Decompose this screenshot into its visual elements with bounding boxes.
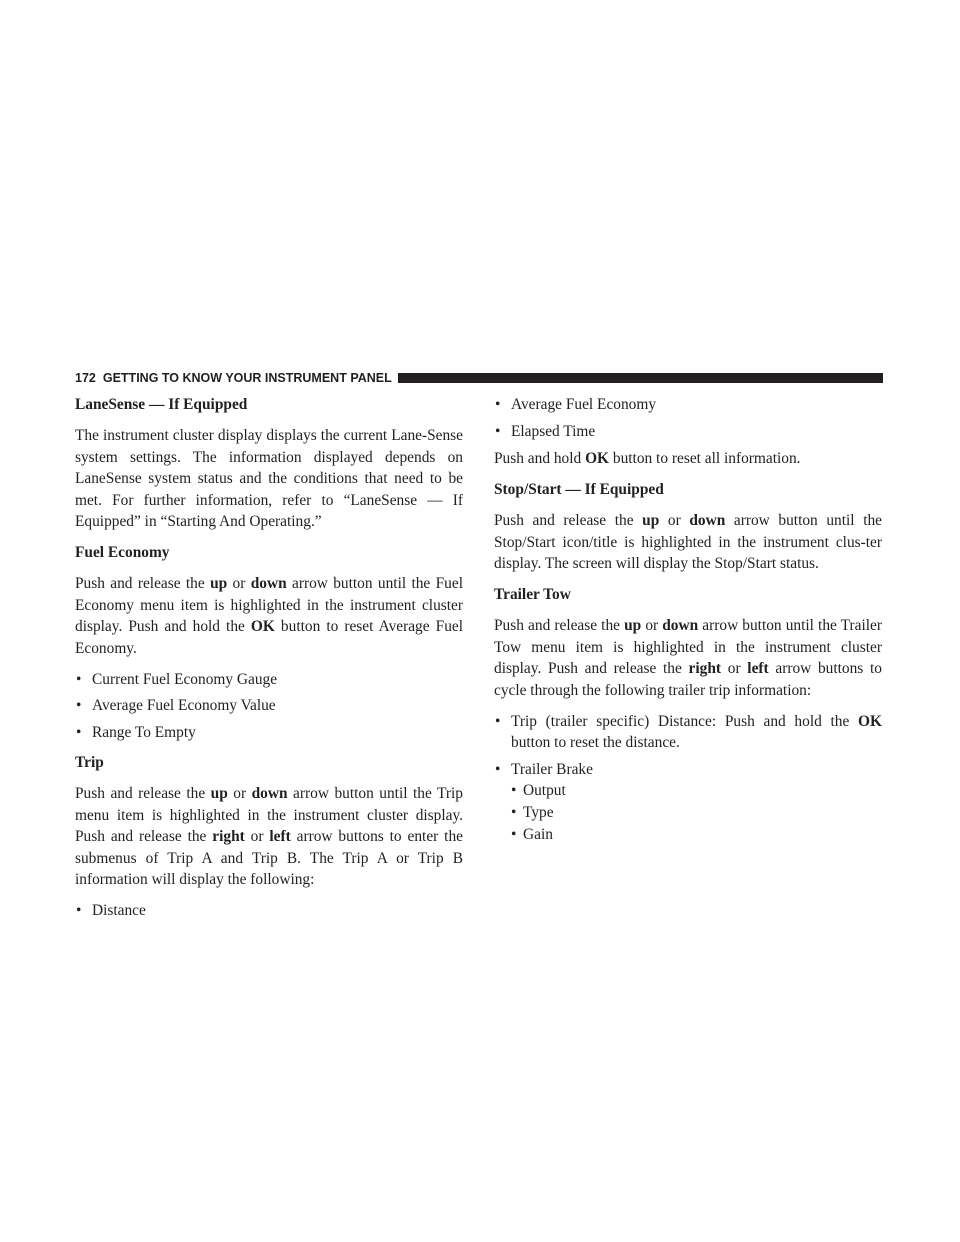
chapter-title: GETTING TO KNOW YOUR INSTRUMENT PANEL: [102, 371, 392, 385]
list-item: • Trip (trailer specific) Distance: Push and hold the OK button to reset the distance.: [495, 712, 882, 751]
trailer-brake-sublist: [511, 780, 882, 846]
header-rule: [398, 373, 883, 383]
fuel-economy-list: [75, 669, 463, 744]
fuel-economy-body: Push and release the up or down arrow button until the Fuel Economy menu item is highlighted in the instrument cluster display. Push and hold the OK button to reset Average Fuel Economy.: [75, 575, 464, 657]
lanesense-heading: LaneSense — If Equipped: [75, 396, 248, 413]
trip-list-continued: [494, 394, 882, 442]
list-item: • Range To Empty: [76, 723, 196, 741]
trailer-tow-body: Push and release the up or down arrow button until the Trailer Tow menu item is highlighted in the instrument cluster display. Push and release the right or left arrow buttons to cycle through the following trailer trip information:: [494, 617, 882, 699]
list-item: • Elapsed Time: [495, 422, 596, 440]
lanesense-body: The instrument cluster display displays the current Lane-Sense system settings. The information displayed depends on LaneSense system status and the conditions that need to be met. For further information, refer to “LaneSense — If Equipped” in “Starting And Operating.”: [75, 427, 463, 530]
list-item: • Trailer Brake • Output • Type • Gain: [494, 759, 882, 846]
trailer-tow-list: [494, 711, 882, 846]
list-item: • Output: [511, 782, 566, 799]
list-item: • Distance: [76, 902, 146, 919]
list-item: • Current Fuel Economy Gauge: [76, 670, 278, 688]
reset-all-body: Push and hold OK button to reset all information.: [494, 450, 801, 467]
list-item: • Type: [511, 804, 554, 821]
trip-list: [75, 900, 463, 922]
stop-start-heading: Stop/Start — If Equipped: [494, 481, 664, 498]
list-item: • Average Fuel Economy Value: [76, 697, 276, 714]
trip-heading: Trip: [75, 754, 104, 771]
trip-body: Push and release the up or down arrow button until the Trip menu item is highlighted in the instrument cluster display. Push and release the right or left arrow buttons to enter the submenus of Trip A and Trip B. The Trip A or Trip B information will display the following:: [75, 785, 463, 888]
list-item: • Gain: [511, 826, 553, 843]
list-item: • Average Fuel Economy: [495, 396, 657, 413]
page-header: [75, 370, 883, 386]
stop-start-body: Push and release the up or down arrow button until the Stop/Start icon/title is highlighted in the instrument clus-ter display. The screen will display the Stop/Start status.: [494, 512, 882, 572]
left-column: [75, 394, 463, 927]
right-column: [494, 394, 882, 851]
trailer-tow-heading: Trailer Tow: [494, 586, 571, 603]
page-number: 172: [75, 371, 96, 385]
fuel-economy-heading: Fuel Economy: [75, 544, 170, 561]
